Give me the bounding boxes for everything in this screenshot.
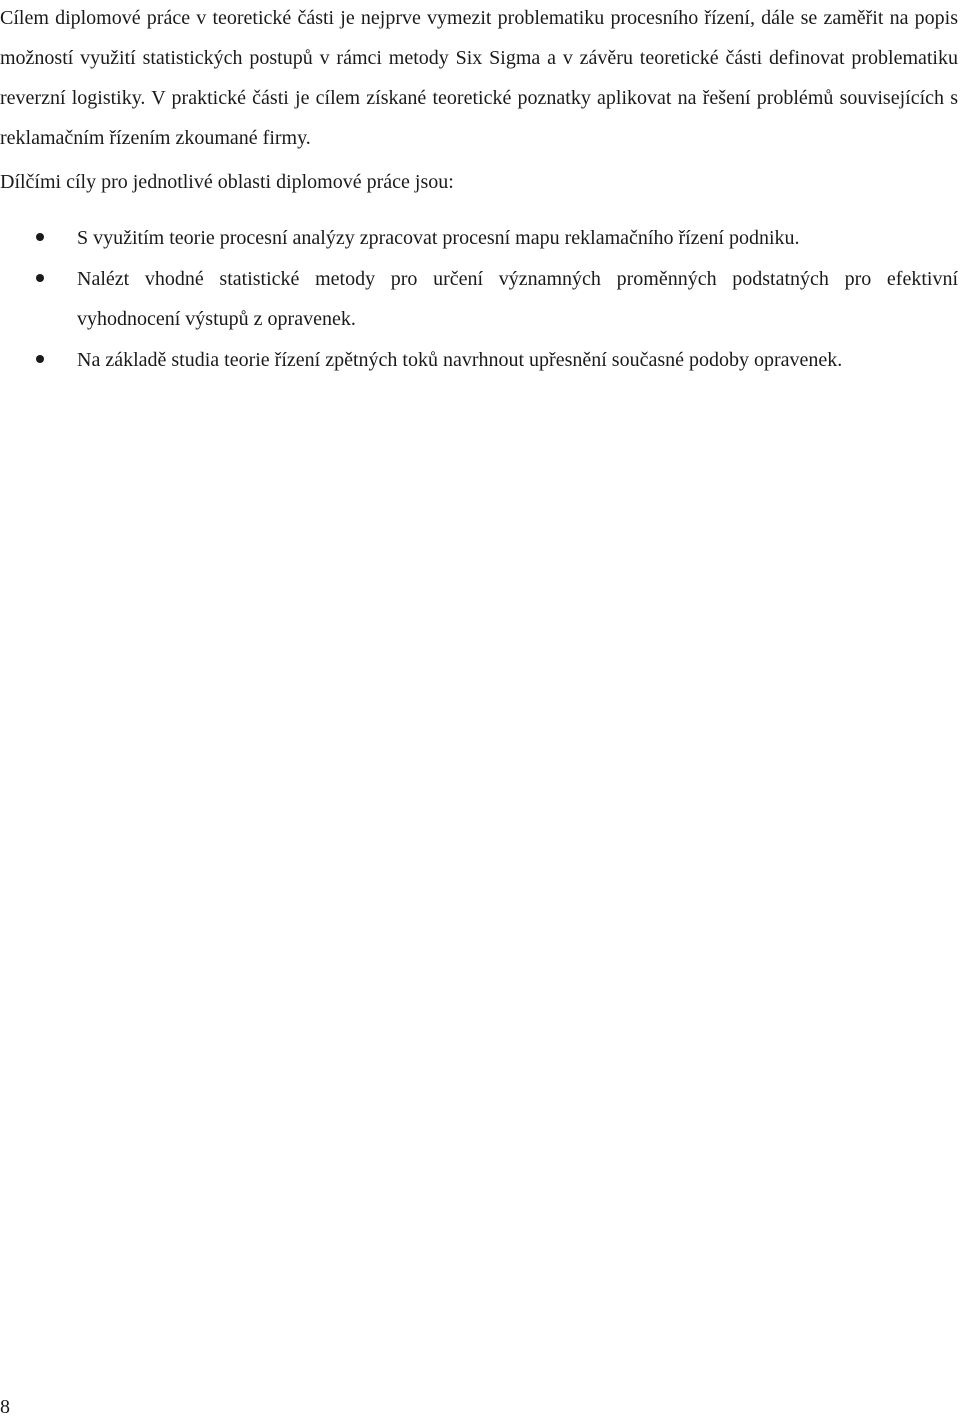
subgoals-intro: Dílčími cíly pro jednotlivé oblasti diplomové práce jsou: (0, 171, 454, 193)
page-number: 8 (0, 1396, 10, 1418)
list-item (0, 340, 958, 380)
list-item (0, 259, 958, 339)
list-item (0, 218, 958, 258)
bullet-icon (36, 274, 44, 282)
list-item-text: Na základě studia teorie řízení zpětných toků navrhnout upřesnění současné podoby opravenek. (77, 349, 843, 371)
list-item-text: Nalézt vhodné statistické metody pro určení významných proměnných podstatných pro efektivní vyhodnocení výstupů z opravenek. (77, 268, 958, 330)
intro-paragraph: Cílem diplomové práce v teoretické části je nejprve vymezit problematiku procesního řízení, dále se zaměřit na popis možností využití statistických postupů v rámci metody Six Sigma a v závěru teoretické části definovat problematiku reverzní logistiky. V praktické části je cílem získané teoretické poznatky aplikovat na řešení problémů souvisejících s reklamačním řízením zkoumané firmy. (0, 7, 958, 149)
bullet-icon (36, 355, 44, 363)
goal-list (0, 218, 958, 381)
bullet-icon (36, 233, 44, 241)
list-item-text: S využitím teorie procesní analýzy zpracovat procesní mapu reklamačního řízení podniku. (77, 227, 800, 249)
